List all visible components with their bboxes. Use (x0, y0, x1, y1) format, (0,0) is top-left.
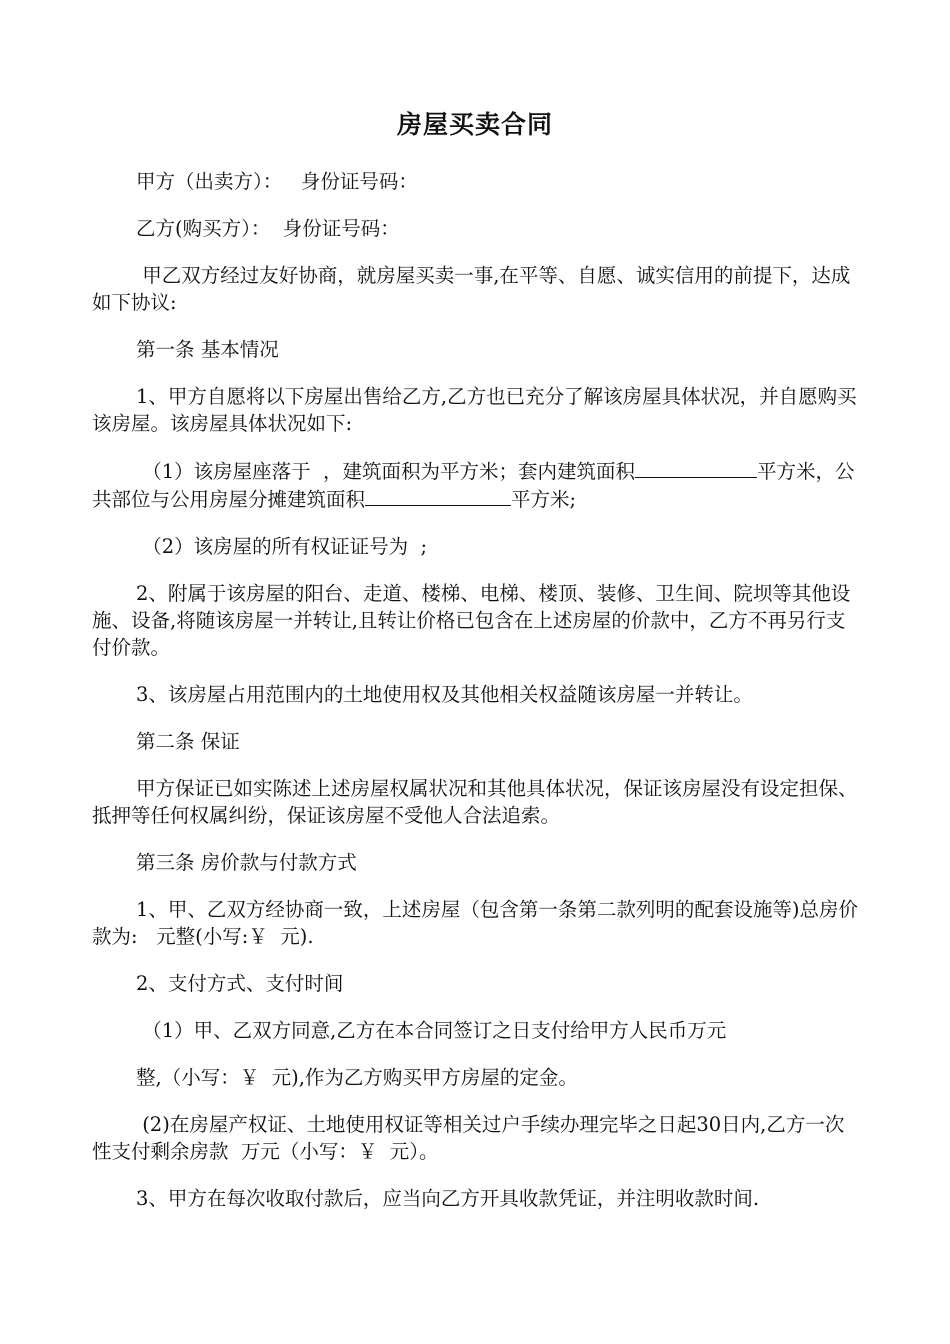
article-3-item-1: （1）甲、乙双方同意,乙方在本合同签订之日支付给甲方人民币万元 (136, 1019, 727, 1042)
intro-paragraph: 甲乙双方经过友好协商，就房屋买卖一事,在平等、自愿、诚实信用的前提下，达成如下协议: (92, 264, 851, 314)
article-1-item-1-text-b: 平方米，公共部位与公用房屋分摊建筑面积 (92, 460, 855, 511)
article-1-item-1-text-a: （1）该房屋座落于 ，建筑面积为平方米；套内建筑面积 (136, 460, 636, 483)
article-3-heading: 第三条 房价款与付款方式 (136, 851, 357, 874)
article-1-item-2: （2）该房屋的所有权证证号为 ; (136, 535, 428, 558)
article-3-clause-1: 1、甲、乙双方经协商一致，上述房屋（包含第一条第二款列明的配套设施等)总房价款为: 元整(小写:￥ 元). (92, 898, 859, 948)
document-body (92, 168, 860, 1232)
blank-line-inner-area (635, 457, 757, 478)
blank-line-shared-area (365, 485, 511, 506)
article-3-clause-3: 3、甲方在每次收取付款后，应当向乙方开具收款凭证，并注明收款时间. (136, 1187, 760, 1210)
article-1-item-1-text-c: 平方米; (511, 488, 577, 511)
article-1-heading: 第一条 基本情况 (136, 338, 279, 361)
article-3-clause-2: 2、支付方式、支付时间 (136, 972, 344, 995)
article-2-paragraph: 甲方保证已如实陈述上述房屋权属状况和其他具体状况，保证该房屋没有设定担保、抵押等任何权属纠纷，保证该房屋不受他人合法追索。 (92, 777, 858, 827)
article-3-item-2: (2)在房屋产权证、土地使用权证等相关过户手续办理完毕之日起30日内,乙方一次性支付剩余房款 万元（小写：￥ 元）。 (92, 1113, 845, 1163)
article-3-item-1-continued: 整,（小写：￥ 元),作为乙方购买甲方房屋的定金。 (136, 1066, 578, 1089)
article-1-item-1 (92, 457, 860, 513)
article-1-clause-3: 3、该房屋占用范围内的土地使用权及其他相关权益随该房屋一并转让。 (136, 683, 753, 706)
party-b-line: 乙方(购买方）： 身份证号码： (136, 217, 400, 240)
article-2-heading: 第二条 保证 (136, 730, 240, 753)
article-1-clause-1: 1、甲方自愿将以下房屋出售给乙方,乙方也已充分了解该房屋具体状况，并自愿购买该房屋。该房屋具体状况如下: (92, 385, 857, 435)
party-a-line: 甲方（出卖方）： 身份证号码： (136, 170, 418, 193)
document-title: 房屋买卖合同 (396, 110, 553, 139)
article-1-clause-2: 2、附属于该房屋的阳台、走道、楼梯、电梯、楼顶、装修、卫生间、院坝等其他设施、设备,将随该房屋一并转让,且转让价格已包含在上述房屋的价款中，乙方不再另行支付价款。 (92, 582, 851, 659)
